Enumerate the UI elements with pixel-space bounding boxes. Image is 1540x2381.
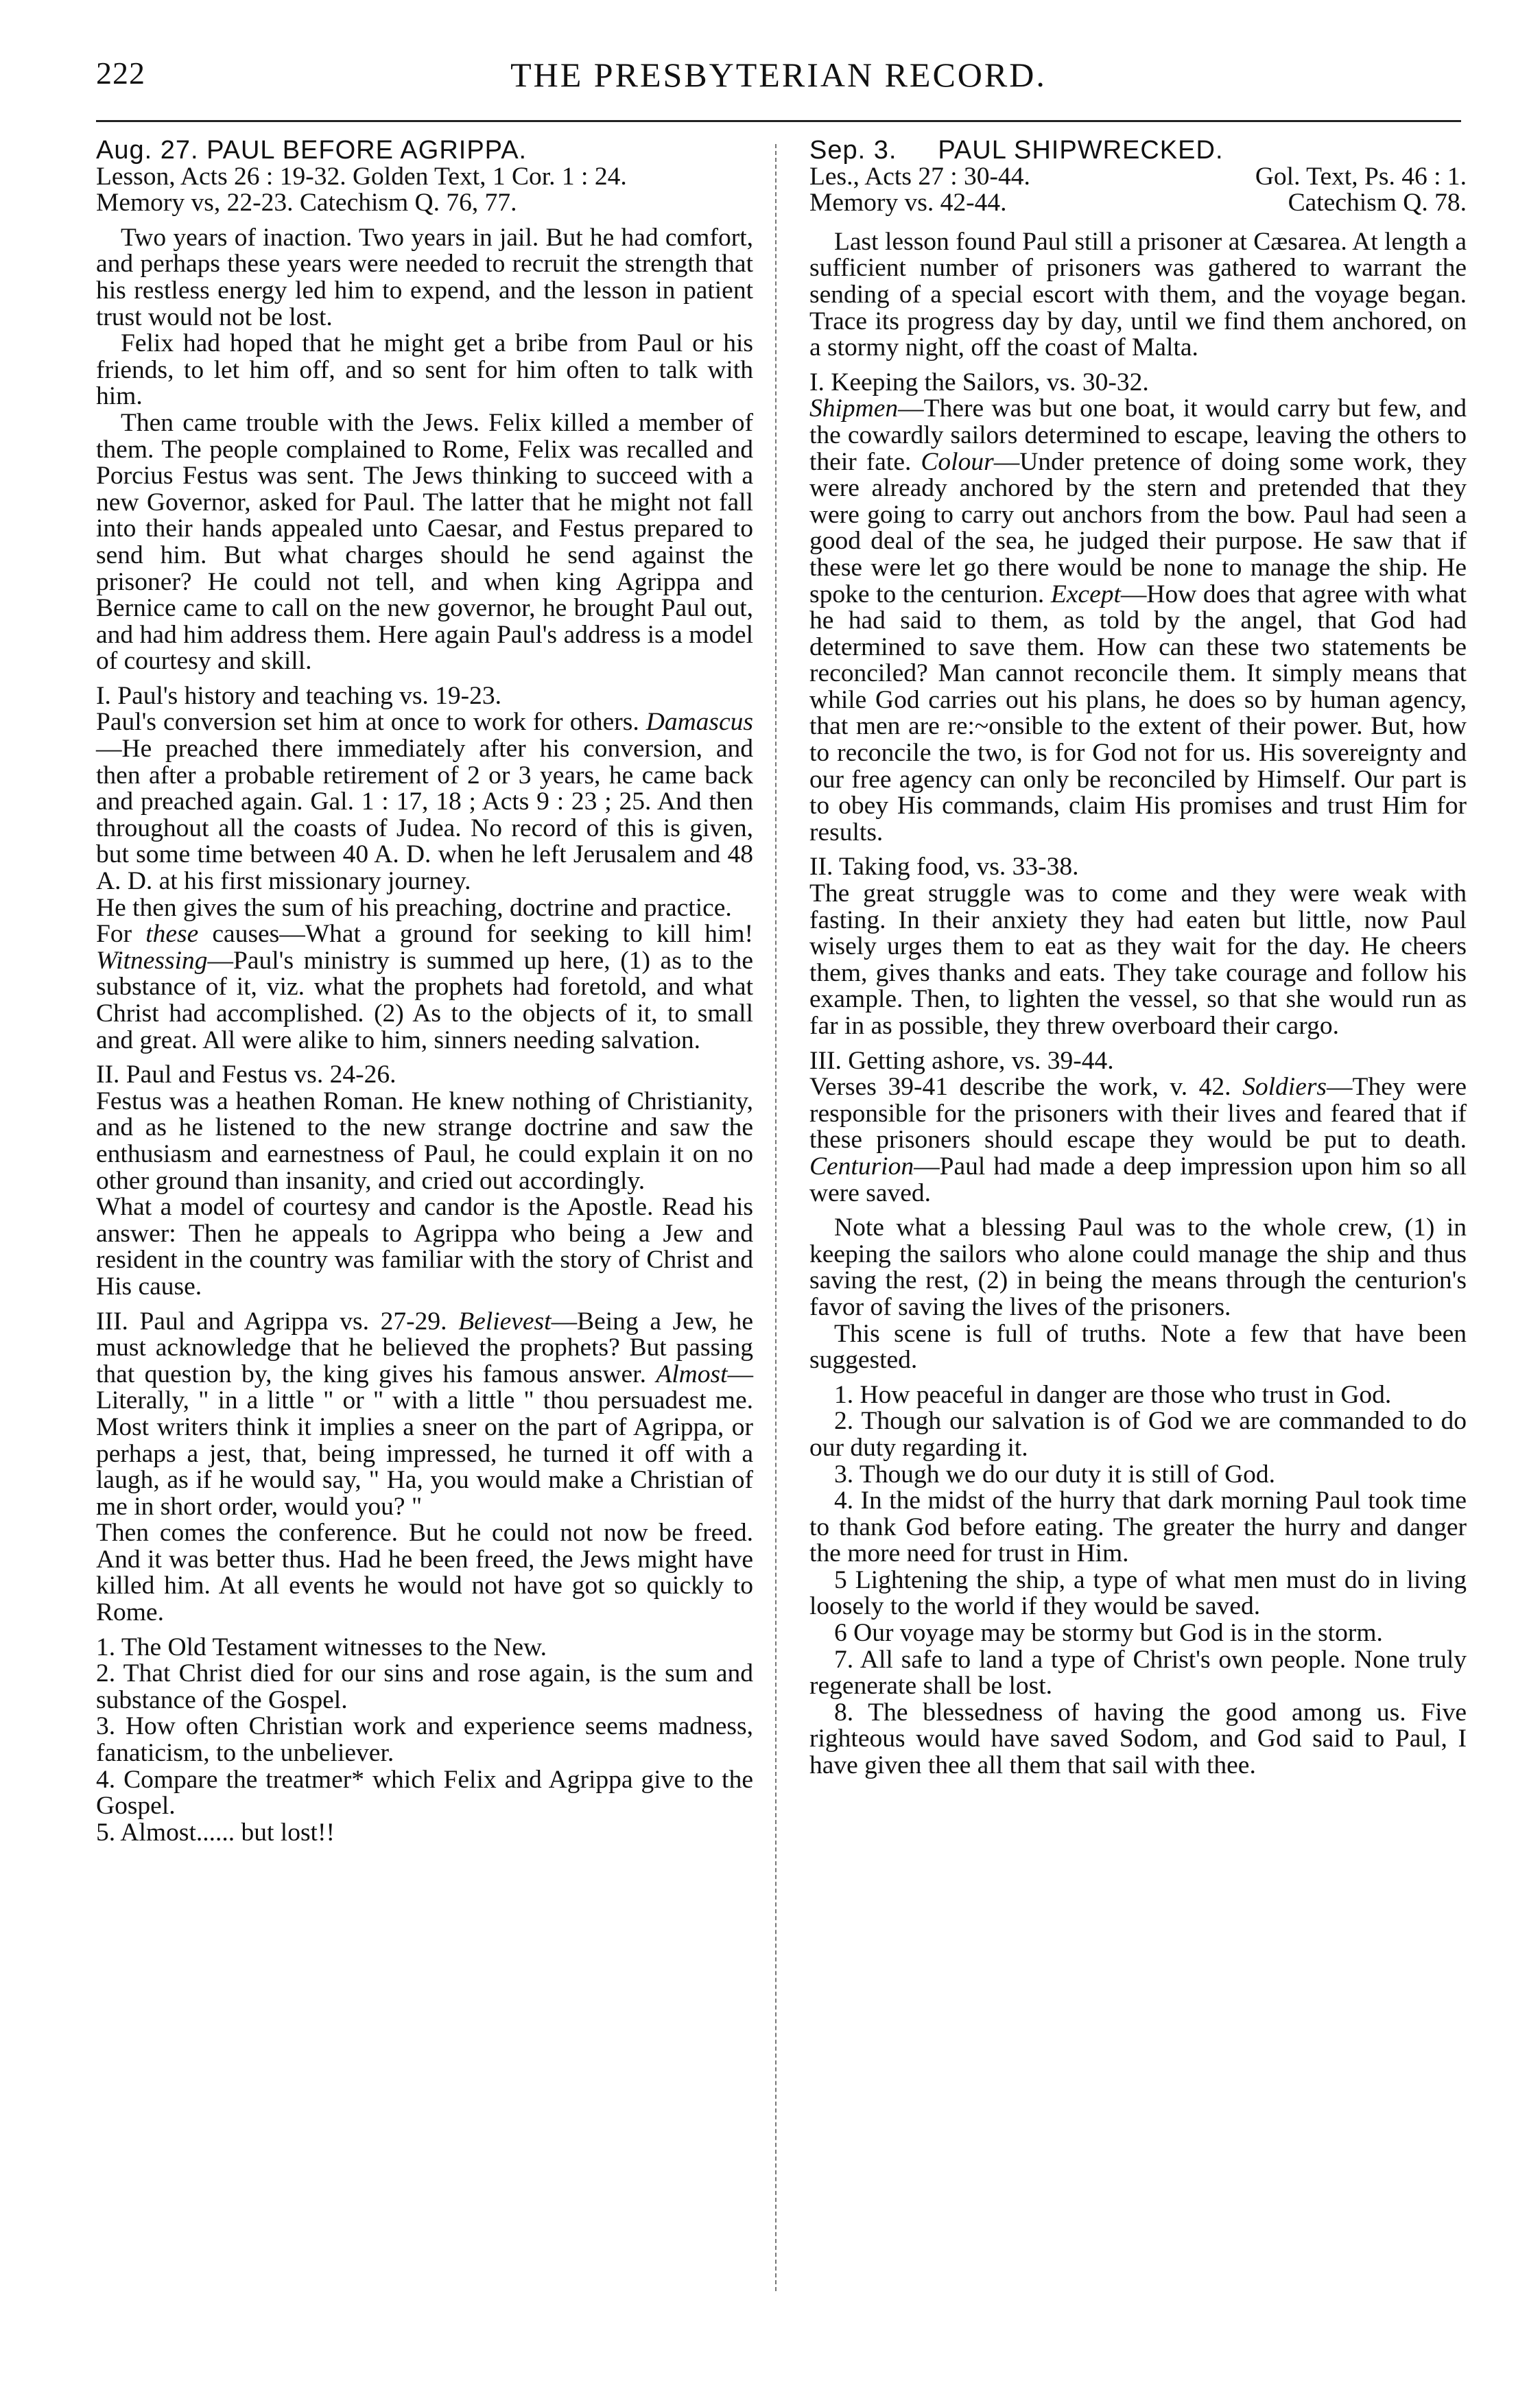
text-run: Paul's conversion set him at once to work for others. [96, 708, 639, 737]
list-item: 5 Lightening the ship, a type of what men must do in living loosely to the world if they would be saved. [809, 1565, 1467, 1621]
list-item: 5. Almost...... but lost!! [96, 1818, 335, 1847]
list-item: 2. Though our salvation is of God we are commanded to do our duty regarding it. [809, 1407, 1467, 1462]
paragraph: The great struggle was to come and they were weak with fasting. In their anxiety they had eaten but little, now Paul wisely urges them to eat as they wait for the day. He cheers them, gives thanks and eats. They take courage and follow his example. Then, to lighten the vessel, so that she would run as far in as possible, they threw overboard their cargo. [809, 879, 1467, 1040]
paragraph: Note what a blessing Paul was to the whole crew, (1) in keeping the sailors who alone could manage the ship and thus saving the rest, (2) in being the means through the centurion's favor of saving the lives of the prisoners. [809, 1213, 1467, 1321]
paragraph [96, 921, 753, 1054]
paragraph: Then came trouble with the Jews. Felix killed a member of them. The people complained to Rome, Felix was recalled and Porcius Festus was sent. The Jews thinking to succeed with a new Governor, asked for Paul. The latter that he might not fall into their hands appealed unto Caesar, and Festus prepared to send him. But what charges should he send against the prisoner? He could not tell, and when king Agrippa and Bernice came to call on the new governor, he brought Paul out, and had him address them. Here again Paul's address is a model of courtesy and skill. [96, 408, 753, 676]
keyword: Witnessing [96, 946, 208, 975]
keyword: Soldiers [1242, 1073, 1327, 1102]
page-number: 222 [96, 56, 145, 91]
text-run: —How does that agree with what he had said to them, as told by the angel, that God had determined to save them. How can these two statements be reconciled? Man cannot reconcile them. It simply means that while God carries out his plans, he does so by human agency, that men are re:~onsible to the extent of their power. But, how to reconcile the two, is for God not for us. His sovereignty and our free agency can only be reconciled by Himself. Our part is to obey His commands, claim His promises and trust Him for results. [809, 580, 1467, 846]
lesson-reference: Lesson, Acts 26 : 19-32. Golden Text, 1 Cor. 1 : 24. [96, 162, 627, 191]
section-title: I. Paul's history and teaching vs. 19-23. [96, 681, 502, 710]
keyword: Colour [921, 447, 994, 476]
text-run: —They were responsible for the prisoners with their lives and feared that if these prisoners should escape they would be put to death. [809, 1073, 1467, 1154]
memory-ref: Memory vs. 42-44. [809, 189, 1007, 217]
text-run: —Literally, " in a little " or " with a little " thou persuadest me. Most writers think it implies a sneer on the part of Agrippa, or perhaps a jest, that, being impressed, he turned it off with a laugh, as if he would say, " Ha, you would make a Christian of me in short order, would you? " [96, 1360, 753, 1521]
text-run: Verses 39-41 describe the work, v. 42. [809, 1073, 1231, 1102]
list-item: 3. Though we do our duty it is still of God. [834, 1460, 1276, 1489]
list-item: 4. Compare the treatmer* which Felix and Agrippa give to the Gospel. [96, 1765, 753, 1821]
keyword: Damascus [645, 708, 754, 737]
column-divider [775, 144, 777, 2291]
text-run: —Paul had made a deep impression upon him so all were saved. [809, 1152, 1467, 1207]
keyword: Centurion [809, 1152, 914, 1181]
lesson-reference [809, 164, 1467, 191]
section-title: III. Getting ashore, vs. 39-44. [809, 1046, 1114, 1075]
paragraph: Festus was a heathen Roman. He knew nothing of Christianity, and as he listened to the new strange doctrine and saw the enthusiasm and earnestness of Paul, he could explain it on no other ground than insanity, and cried out accordingly. [96, 1087, 753, 1195]
text-run: —Being a Jew, he must acknowledge that he believed the prophets? But passing that question by, the king gives his famous answer. [96, 1307, 754, 1388]
list-item: 4. In the midst of the hurry that dark morning Paul took time to thank God before eating. The greater the hurry and danger the more need for trust in Him. [809, 1486, 1467, 1568]
list-item: 2. That Christ died for our sins and rose again, is the sum and substance of the Gospel. [96, 1659, 753, 1714]
text-run: For [96, 920, 132, 949]
text-run: —He preached there immediately after his conversion, and then after a probable retirement of 2 or 3 years, he came back and preached again. Gal. 1 : 17, 18 ; Acts 9 : 23 ; 25. And then throughout all the coasts of Judea. No record of this is given, but some time between 40 A. D. when he left Jerusalem and 48 A. D. at his first missionary journey. [96, 735, 753, 896]
list-item: 1. How peaceful in danger are those who trust in God. [834, 1380, 1392, 1409]
paragraph [809, 396, 1467, 846]
text-run: —Paul's ministry is summed up here, (1) as to the substance of it, viz. what the prophets had foretold, and what Christ had accomplished. (2) As to the objects of it, to small and great. All were alike to him, sinners needing salvation. [96, 946, 753, 1054]
keyword: Except [1050, 580, 1121, 608]
list-item: 7. All safe to land a type of Christ's own people. None truly regenerate shall be lost. [809, 1645, 1467, 1701]
text-run: causes—What a ground for seeking to kill him! [198, 920, 753, 949]
lesson-ref: Les., Acts 27 : 30-44. [809, 162, 1030, 191]
lesson-heading: Aug. 27. PAUL BEFORE AGRIPPA. [96, 136, 528, 165]
running-header [96, 55, 1461, 110]
list-item: 6 Our voyage may be stormy but God is in the storm. [834, 1619, 1383, 1648]
memory-reference: Memory vs, 22-23. Catechism Q. 76, 77. [96, 189, 517, 217]
section-title [96, 1309, 753, 1521]
left-column [96, 137, 753, 1846]
text-run: III. Paul and Agrippa vs. 27-29. [96, 1307, 447, 1336]
text-run: —Under pretence of doing some work, they were already anchored by the stern and pretended that they were going to carry out anchors from the bow. Paul had seen a good deal of the sea, he judged their purpose. He saw that if these were let go there would be none to manage the ship. He spoke to the centurion. [809, 447, 1467, 608]
list-item: 1. The Old Testament witnesses to the New. [96, 1633, 547, 1661]
paragraph: This scene is full of truths. Note a few that have been suggested. [809, 1319, 1467, 1375]
paragraph: He then gives the sum of his preaching, doctrine and practice. [96, 893, 732, 922]
header-rule [96, 120, 1461, 122]
lesson-date: Sep. 3. [809, 136, 897, 165]
text-run: —There was but one boat, it would carry but few, and the cowardly sailors determined to escape, leaving the others to their fate. [809, 394, 1467, 476]
paragraph: Two years of inaction. Two years in jail. But he had comfort, and perhaps these years were needed to recruit the strength that his restless energy led him to expend, and the lesson in patient trust would not be lost. [96, 223, 753, 331]
publication-title: THE PRESBYTERIAN RECORD. [510, 56, 1047, 94]
paragraph [96, 709, 753, 895]
lesson-title: PAUL SHIPWRECKED. [938, 136, 1224, 165]
golden-text-ref: Gol. Text, Ps. 46 : 1. [1255, 162, 1467, 191]
paragraph: Last lesson found Paul still a prisoner at Cæsarea. At length a sufficient number of prisoners was gathered to warrant the sending of a special escort with them, and the voyage began. Trace its progress day by day, until we find them anchored, on a stormy night, off the coast of Malta. [809, 227, 1467, 362]
right-column [809, 137, 1467, 1779]
paragraph: What a model of courtesy and candor is the Apostle. Read his answer: Then he appeals to Agrippa who being a Jew and resident in the country was familiar with the story of Christ and His cause. [96, 1193, 753, 1301]
section-title: I. Keeping the Sailors, vs. 30-32. [809, 368, 1149, 396]
memory-reference [809, 190, 1467, 217]
list-item: 8. The blessedness of having the good among us. Five righteous would have saved Sodom, and God said to Paul, I have given thee all them that sail with thee. [809, 1698, 1467, 1780]
keyword: these [145, 920, 199, 949]
lesson-points [96, 1635, 753, 1847]
lesson-points [809, 1382, 1467, 1779]
paragraph: Felix had hoped that he might get a bribe from Paul or his friends, to let him off, and so sent for him often to talk with him. [96, 329, 753, 411]
section-title: II. Taking food, vs. 33-38. [809, 853, 1079, 881]
catechism-ref: Catechism Q. 78. [1288, 189, 1467, 217]
paragraph: Then comes the conference. But he could not now be freed. And it was better thus. Had he been freed, the Jews might have killed him. At all events he would not have got so quickly to Rome. [96, 1519, 753, 1627]
keyword: Shipmen [809, 394, 899, 423]
keyword: Almost [656, 1360, 728, 1388]
lesson-heading [809, 137, 1467, 164]
list-item: 3. How often Christian work and experience seems madness, fanaticism, to the unbeliever. [96, 1712, 753, 1768]
keyword: Believest [458, 1307, 552, 1336]
paragraph [809, 1074, 1467, 1207]
section-title: II. Paul and Festus vs. 24-26. [96, 1061, 396, 1089]
